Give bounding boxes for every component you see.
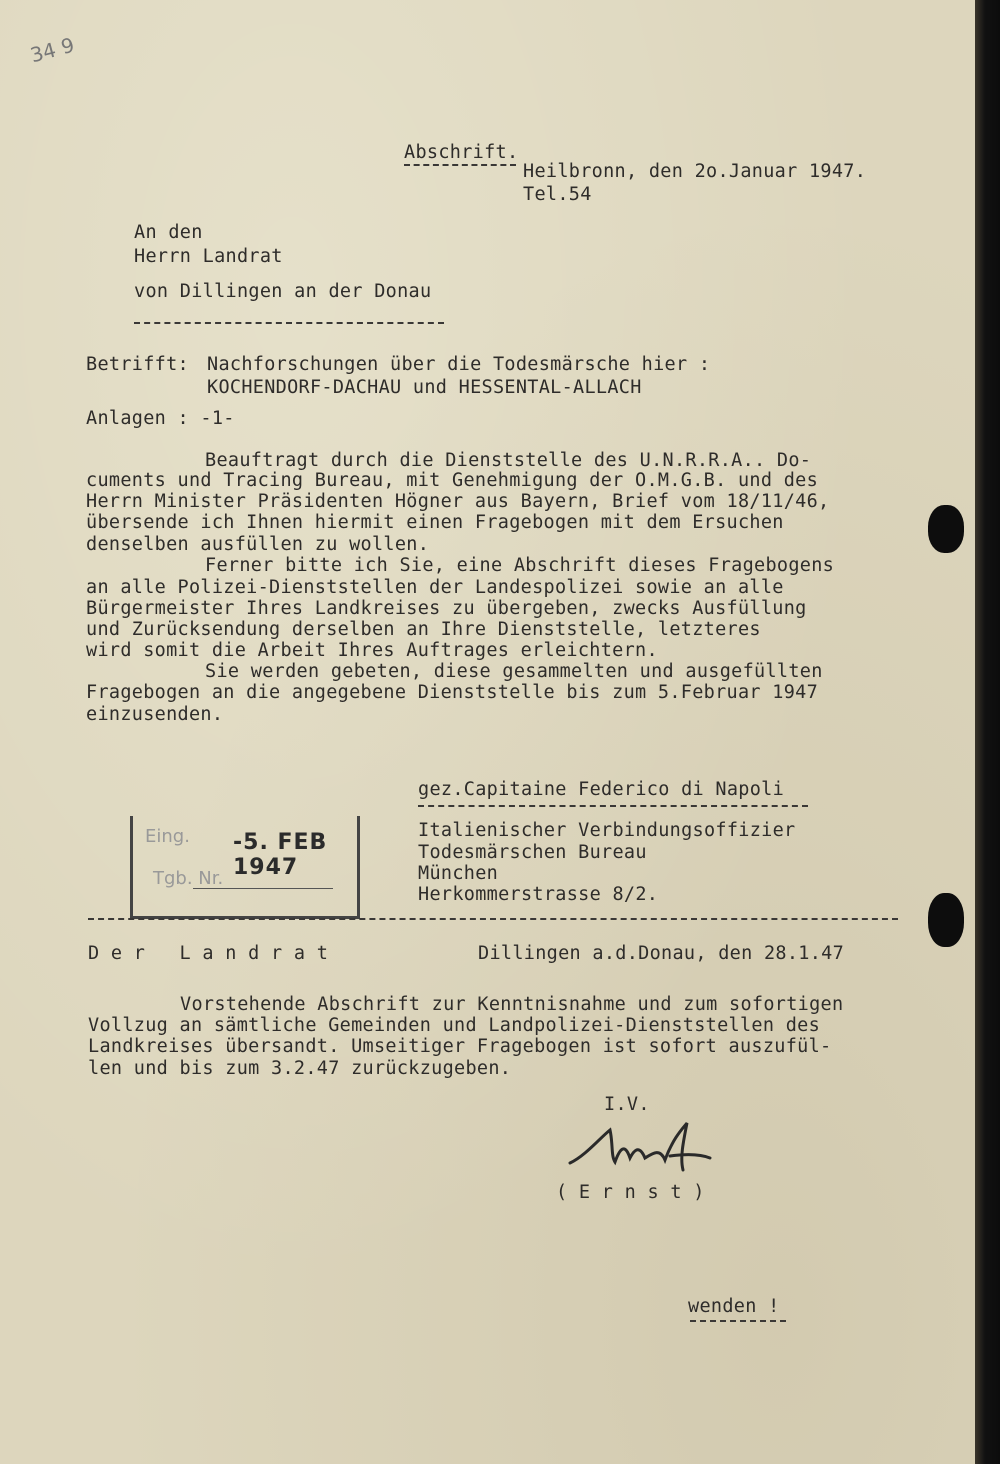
landrat-signer-name: ( E r n s t ) bbox=[556, 1182, 705, 1203]
received-stamp bbox=[130, 816, 360, 919]
body-line: Fragebogen an die angegebene Dienststelle bis zum 5.Februar 1947 bbox=[86, 682, 819, 703]
body-line: übersende ich Ihnen hiermit einen Fragebogen mit dem Ersuchen bbox=[86, 512, 784, 533]
signature-office: Todesmärschen Bureau bbox=[418, 842, 647, 863]
body-line: denselben ausfüllen zu wollen. bbox=[86, 534, 430, 555]
recipient-underline bbox=[134, 322, 444, 324]
body-line: Ferner bitte ich Sie, eine Abschrift dieses Fragebogens bbox=[205, 555, 835, 576]
body-line: an alle Polizei-Dienststellen der Landespolizei sowie an alle bbox=[86, 577, 784, 598]
recipient-line-1: An den bbox=[134, 222, 203, 243]
body-line: einzusenden. bbox=[86, 704, 224, 725]
stamp-line bbox=[193, 888, 333, 889]
recipient-line-2: Herrn Landrat bbox=[134, 246, 283, 267]
body-line: Bürgermeister Ihres Landkreises zu übergeben, zwecks Ausfüllung bbox=[86, 598, 807, 619]
signature-city: München bbox=[418, 863, 499, 884]
landrat-heading: D e r L a n d r a t bbox=[88, 943, 329, 964]
body-line: Beauftragt durch die Dienststelle des U.N.R.R.A.. Do- bbox=[205, 450, 812, 471]
subject-line-2: KOCHENDORF-DACHAU und HESSENTAL-ALLACH bbox=[207, 377, 642, 398]
landrat-line: Landkreises übersandt. Umseitiger Fragebogen ist sofort auszufül- bbox=[88, 1036, 832, 1057]
punch-hole-bottom bbox=[928, 893, 964, 947]
place-date: Heilbronn, den 2o.Januar 1947. bbox=[523, 161, 867, 182]
signature-title: Italienischer Verbindungsoffizier bbox=[418, 820, 796, 841]
body-line: Sie werden gebeten, diese gesammelten und ausgefüllten bbox=[205, 661, 823, 682]
body-line: Herrn Minister Präsidenten Högner aus Bayern, Brief vom 18/11/46, bbox=[86, 491, 830, 512]
punch-hole-top bbox=[928, 505, 964, 553]
telephone: Tel.54 bbox=[523, 184, 592, 205]
subject-label: Betrifft: bbox=[86, 354, 189, 375]
landrat-iv: I.V. bbox=[604, 1094, 650, 1115]
scan-edge bbox=[975, 0, 1000, 1464]
landrat-line: Vollzug an sämtliche Gemeinden und Landpolizei-Dienststellen des bbox=[88, 1015, 821, 1036]
signed-name: gez.Capitaine Federico di Napoli bbox=[418, 779, 785, 800]
abschrift-heading: Abschrift. bbox=[404, 142, 519, 163]
turn-over-underline bbox=[690, 1320, 786, 1322]
landrat-line: len und bis zum 3.2.47 zurückzugeben. bbox=[88, 1058, 512, 1079]
body-line: wird somit die Arbeit Ihres Auftrages erleichtern. bbox=[86, 640, 658, 661]
signature-street: Herkommerstrasse 8/2. bbox=[418, 884, 659, 905]
recipient-line-3: von Dillingen an der Donau bbox=[134, 281, 432, 302]
signature-underline bbox=[418, 805, 808, 807]
stamp-date: -5. FEB 1947 bbox=[233, 830, 328, 880]
section-separator bbox=[88, 918, 898, 920]
abschrift-underline bbox=[404, 164, 516, 166]
body-line: cuments und Tracing Bureau, mit Genehmigung der O.M.G.B. und des bbox=[86, 470, 819, 491]
anlagen: Anlagen : -1- bbox=[86, 408, 235, 429]
stamp-label-eing: Eing. bbox=[145, 826, 190, 847]
landrat-place-date: Dillingen a.d.Donau, den 28.1.47 bbox=[478, 943, 845, 964]
subject-line-1: Nachforschungen über die Todesmärsche hier : bbox=[207, 354, 711, 375]
turn-over-note: wenden ! bbox=[688, 1296, 780, 1317]
body-line: und Zurücksendung derselben an Ihre Dienststelle, letzteres bbox=[86, 619, 761, 640]
handwritten-signature bbox=[565, 1118, 725, 1178]
landrat-line: Vorstehende Abschrift zur Kenntnisnahme und zum sofortigen bbox=[180, 994, 844, 1015]
stamp-label-tgb: Tgb. Nr. bbox=[153, 868, 224, 889]
corner-pencil-note: 34 9 bbox=[27, 32, 77, 68]
